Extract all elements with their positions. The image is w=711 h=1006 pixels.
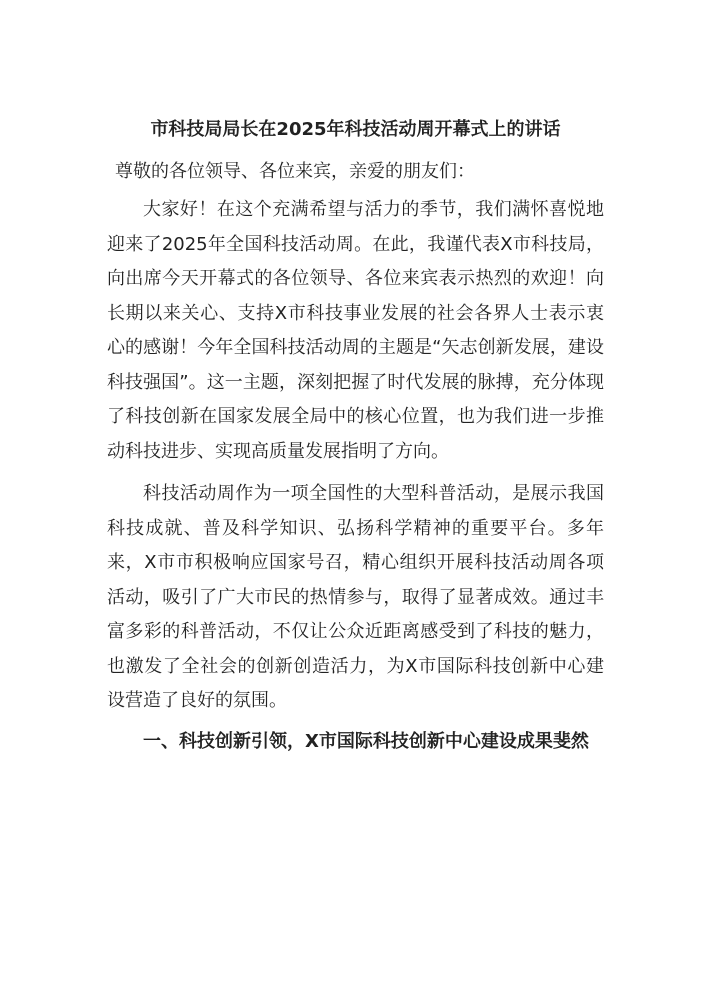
section-heading: 一、科技创新引领，X市国际科技创新中心建设成果斐然 xyxy=(143,730,589,752)
document-title: 市科技局局长在2025年科技活动周开幕式上的讲话 xyxy=(150,119,561,140)
salutation: 尊敬的各位领导、各位来宾，亲爱的朋友们： xyxy=(115,161,475,182)
paragraph-activity-week: 科技活动周作为一项全国性的大型科普活动，是展示我国科技成就、普及科学知识、弘扬科学精神的重要平台。多年来，X市市积极响应国家号召，精心组织开展科技活动周各项活动，吸引了广大市民的热情参与，取得了显著成效。通过丰富多彩的科普活动，不仅让公众近距离感受到了科技的魅力，也激发了全社会的创新创造活力，为X市国际科技创新中心建设营造了良好的氛围。 xyxy=(107,483,604,711)
paragraph-opening: 大家好！在这个充满希望与活力的季节，我们满怀喜悦地迎来了2025年全国科技活动周。在此，我谨代表X市科技局，向出席今天开幕式的各位领导、各位来宾表示热烈的欢迎！向长期以来关心、支持X市科技事业发展的社会各界人士表示衷心的感谢！今年全国科技活动周的主题是“矢志创新发展，建设科技强国”。这一主题，深刻把握了时代发展的脉搏，充分体现了科技创新在国家发展全局中的核心位置，也为我们进一步推动科技进步、实现高质量发展指明了方向。 xyxy=(107,199,604,462)
document-body xyxy=(107,113,604,759)
